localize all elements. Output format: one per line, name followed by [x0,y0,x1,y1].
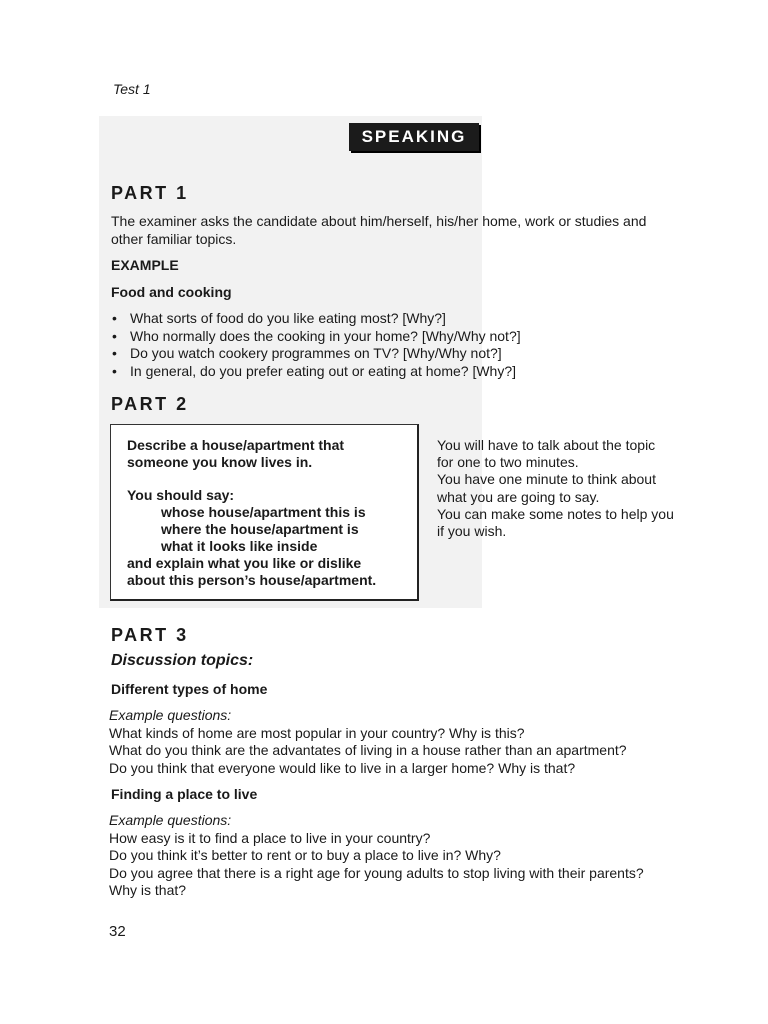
part1-example-label: EXAMPLE [111,257,179,273]
part1-intro-line2: other familiar topics. [111,230,237,247]
list-item: • What sorts of food do you like eating most? [Why?] [111,310,521,328]
question-line: Do you think that everyone would like to live in a larger home? Why is that? [109,759,576,776]
speaking-banner: SPEAKING [349,123,479,151]
list-item: • Do you watch cookery programmes on TV? [Why/Why not?] [111,345,521,363]
part2-heading: PART 2 [111,394,189,414]
part3-heading: PART 3 [111,625,189,645]
cue-card [110,424,419,601]
note-line: You will have to talk about the topic [437,437,656,453]
cue-should-say: You should say: [127,487,235,503]
spacer [127,471,376,487]
question-line: Do you agree that there is a right age for young adults to stop living with their parents? [109,864,644,881]
test-label: Test 1 [113,81,151,97]
list-item: • Who normally does the cooking in your home? [Why/Why not?] [111,328,521,346]
part3-subheading: Discussion topics: [111,652,254,669]
section1-questions [109,707,627,777]
note-line: for one to two minutes. [437,454,579,471]
part1-topic: Food and cooking [111,284,232,300]
note-line: what you are going to say. [437,488,600,505]
question-line: What do you think are the advantates of living in a house rather than an apartment? [109,742,627,758]
part1-question-list [111,310,521,380]
cue-card-content [127,437,376,589]
list-item: • In general, do you prefer eating out or eating at home? [Why?] [111,363,521,381]
note-line: You have one minute to think about [437,471,656,488]
part2-instructions [437,437,717,540]
cue-point: what it looks like inside [161,538,318,554]
part1-intro [111,213,646,248]
section2-questions [109,812,644,900]
section1-title: Different types of home [111,681,268,697]
question-line: Why is that? [109,882,187,898]
example-questions-label: Example questions: [109,707,232,723]
question-line: What kinds of home are most popular in your country? Why is this? [109,724,525,741]
cue-explain-line: and explain what you like or dislike [127,555,362,571]
cue-explain-line: about this person’s house/apartment. [127,572,377,588]
question-line: How easy is it to find a place to live in your country? [109,829,431,846]
question-line: Do you think it’s better to rent or to buy a place to live in? Why? [109,847,501,863]
cue-point: where the house/apartment is [161,521,359,537]
cue-point: whose house/apartment this is [161,504,366,520]
note-line: You can make some notes to help you [437,505,674,522]
section2-title: Finding a place to live [111,786,258,802]
part1-heading: PART 1 [111,183,189,203]
cue-line: someone you know lives in. [127,454,313,470]
note-line: if you wish. [437,523,507,540]
part1-intro-line1: The examiner asks the candidate about him/herself, his/her home, work or studies and [111,213,647,229]
cue-line: Describe a house/apartment that [127,437,345,453]
example-questions-label: Example questions: [109,812,232,828]
page-number: 32 [109,923,126,940]
